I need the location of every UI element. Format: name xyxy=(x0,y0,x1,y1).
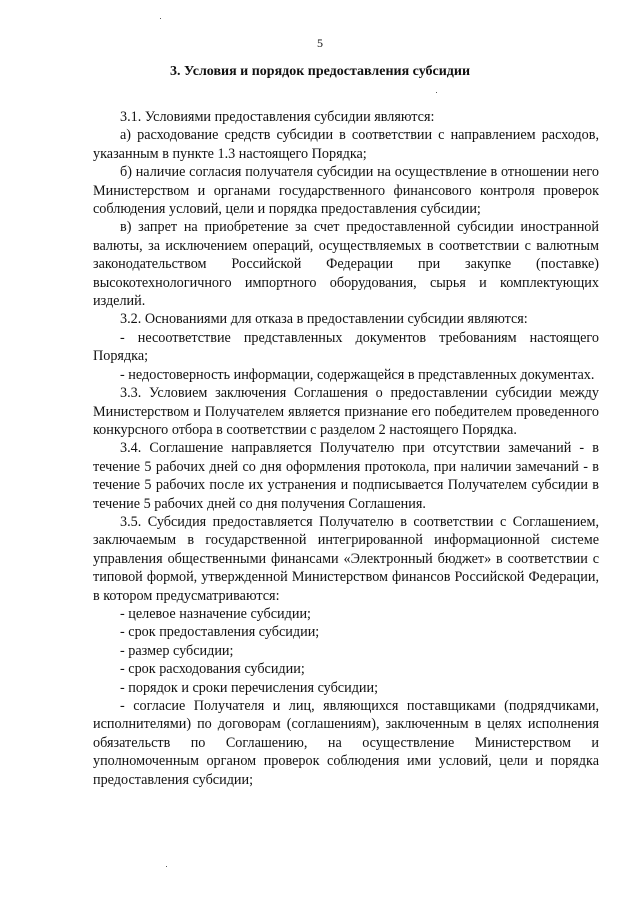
paragraph-3-3: 3.3. Условием заключения Соглашения о предоставлении субсидии между Министерством и Получателем является признание его победителем проведенного конкурсного отбора в соответствии с разделом 2 настоящего Порядка. xyxy=(93,385,599,438)
scan-speck xyxy=(160,18,161,19)
paragraph-3-1-v: в) запрет на приобретение за счет предоставленной субсидии иностранной валюты, за исключением операций, осуществляемых в соответствии с валютным законодательством Российской Федерации при закупке (поставке) высокотехнологичного импортного оборудования, сырья и комплектующих изделий. xyxy=(93,219,599,310)
page-number: 5 xyxy=(317,36,323,50)
paragraph-3-2-item-2: - недостоверность информации, содержащейся в представленных документах. xyxy=(120,366,595,383)
list-item-transfer-procedure: - порядок и сроки перечисления субсидии; xyxy=(120,679,379,696)
paragraph-3-2: 3.2. Основаниями для отказа в предоставлении субсидии являются: xyxy=(120,311,528,328)
list-item-provision-term: - срок предоставления субсидии; xyxy=(120,624,320,641)
paragraph-3-1-a: а) расходование средств субсидии в соответствии с направлением расходов, указанным в пункте 1.3 настоящего Порядка; xyxy=(93,127,599,162)
scan-speck xyxy=(436,92,437,93)
list-item-consent: - согласие Получателя и лиц, являющихся поставщиками (подрядчиками, исполнителями) по договорам (соглашениям), заключенным в целях исполнения обязательств по Соглашению, на осуществление Министерством и уполномоченным органом проверок соблюдения ими условий, цели и порядка предоставления субсидии; xyxy=(93,698,599,788)
paragraph-3-5: 3.5. Субсидия предоставляется Получателю в соответствии с Соглашением, заключаемым в государственной интегрированной информационной системе управления общественными финансами «Электронный бюджет» в соответствии с типовой формой, утвержденной Министерством финансов Российской Федерации, в котором предусматриваются: xyxy=(93,513,599,604)
paragraph-3-1: 3.1. Условиями предоставления субсидии являются: xyxy=(120,109,435,125)
paragraph-3-2-item-1: - несоответствие представленных документов требованиям настоящего Порядка; xyxy=(93,329,599,365)
list-item-amount: - размер субсидии; xyxy=(120,642,234,659)
list-item-spending-term: - срок расходования субсидии; xyxy=(120,661,305,678)
section-title: 3. Условия и порядок предоставления субсидии xyxy=(169,64,471,79)
paragraph-3-4: 3.4. Соглашение направляется Получателю при отсутствии замечаний - в течение 5 рабочих дней со дня оформления протокола, при наличии замечаний - в течение 5 рабочих после их устранения и подписывается Получателем субсидии в течение 5 рабочих дней со дня получения Соглашения. xyxy=(93,440,599,512)
list-item-purpose: - целевое назначение субсидии; xyxy=(120,605,311,622)
scan-speck xyxy=(166,866,167,867)
document-body xyxy=(93,108,599,789)
paragraph-3-1-b: б) наличие согласия получателя субсидии на осуществление в отношении него Министерством и органами государственного финансового контроля проверок соблюдения условий, цели и порядка предоставления субсидии; xyxy=(93,164,599,218)
